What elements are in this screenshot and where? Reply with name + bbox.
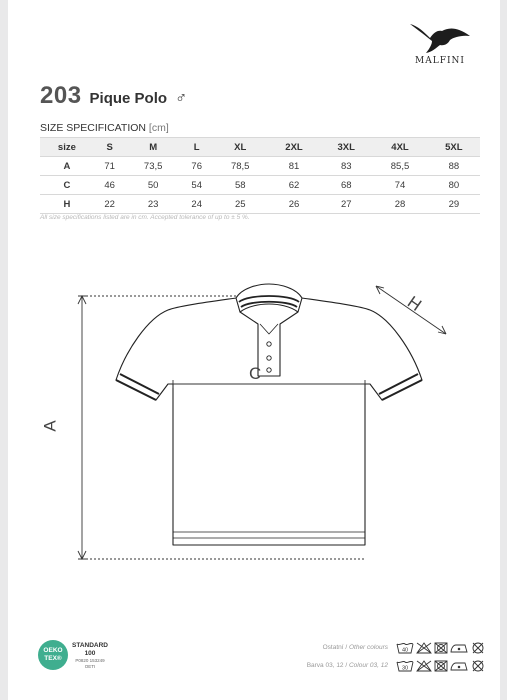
polo-diagram	[8, 262, 500, 572]
table-row	[40, 157, 480, 176]
table-header-cell: XL	[213, 138, 268, 157]
care-symbols	[396, 659, 488, 673]
spec-title-text: SIZE SPECIFICATION	[40, 122, 146, 134]
table-header-cell: 5XL	[428, 138, 480, 157]
table-cell: H	[40, 195, 94, 214]
table-header-cell: L	[181, 138, 213, 157]
table-header-row	[40, 138, 480, 157]
care-symbols	[396, 641, 488, 655]
label-a: A	[40, 420, 60, 432]
table-cell: 27	[320, 195, 372, 214]
table-cell: 28	[372, 195, 427, 214]
tolerance-note: All size specifications listed are in cm. Accepted tolerance of up to ± 5 %.	[40, 214, 250, 221]
table-header-cell: 3XL	[320, 138, 372, 157]
table-cell: 85,5	[372, 157, 427, 176]
table-cell: 81	[268, 157, 320, 176]
no-bleach-icon	[417, 643, 431, 653]
table-cell: 76	[181, 157, 213, 176]
table-cell: 71	[94, 157, 126, 176]
table-header-cell: M	[125, 138, 180, 157]
standard-info	[72, 642, 108, 670]
colour-label	[323, 644, 388, 651]
table-cell: 78,5	[213, 157, 268, 176]
table-cell: 62	[268, 176, 320, 195]
table-row	[40, 176, 480, 195]
brand-name: MALFINI	[415, 56, 465, 66]
table-cell: C	[40, 176, 94, 195]
brand-logo	[404, 18, 476, 74]
standard-code: P0820 153249	[75, 658, 105, 663]
table-cell: 68	[320, 176, 372, 195]
no-bleach-icon	[417, 661, 431, 671]
table-row	[40, 195, 480, 214]
product-name: Pique Polo	[89, 90, 168, 107]
colour-label-en: Other colours	[348, 644, 388, 651]
table-cell: 58	[213, 176, 268, 195]
table-cell: 83	[320, 157, 372, 176]
table-cell: 73,5	[125, 157, 180, 176]
measure-lines	[78, 286, 446, 559]
label-c: C	[249, 364, 262, 383]
table-cell: 88	[428, 157, 480, 176]
product-code: 203	[40, 82, 82, 109]
colour-label-cs: Barva 03, 12 /	[306, 662, 349, 669]
table-cell: 29	[428, 195, 480, 214]
colour-label-cs: Ostatní /	[322, 644, 349, 651]
table-header-cell: 4XL	[372, 138, 427, 157]
size-table	[40, 137, 480, 214]
table-cell: 22	[94, 195, 126, 214]
standard-line-2: 100	[84, 650, 96, 657]
table-cell: 26	[268, 195, 320, 214]
standard-line-1: STANDARD	[72, 642, 108, 649]
badge-line-2: TEX®	[44, 655, 62, 662]
table-header-cell: 2XL	[268, 138, 320, 157]
table-cell: 23	[125, 195, 180, 214]
colour-label	[307, 662, 388, 669]
polo-shirt-outline	[116, 284, 422, 545]
oeko-tex-badge	[38, 640, 68, 670]
male-symbol-icon: ♂	[175, 90, 188, 107]
table-cell: 25	[213, 195, 268, 214]
page	[8, 0, 500, 700]
spec-title	[40, 122, 169, 134]
product-title	[40, 82, 187, 110]
badge-line-1: OEKO	[43, 647, 63, 654]
table-cell: 74	[372, 176, 427, 195]
table-cell: 46	[94, 176, 126, 195]
table-cell: 24	[181, 195, 213, 214]
table-cell: 54	[181, 176, 213, 195]
table-header-cell: S	[94, 138, 126, 157]
table-header-cell: size	[40, 138, 94, 157]
colour-label-en: Colour 03, 12	[348, 662, 388, 669]
spec-unit: [cm]	[148, 122, 169, 134]
table-cell: 50	[125, 176, 180, 195]
label-h: H	[403, 292, 425, 315]
bird-logo-icon	[408, 18, 472, 54]
standard-institute: OETI	[84, 664, 96, 669]
table-cell: 80	[428, 176, 480, 195]
wash-temp: 30	[401, 665, 409, 672]
wash-temp: 40	[401, 647, 409, 654]
table-cell: A	[40, 157, 94, 176]
